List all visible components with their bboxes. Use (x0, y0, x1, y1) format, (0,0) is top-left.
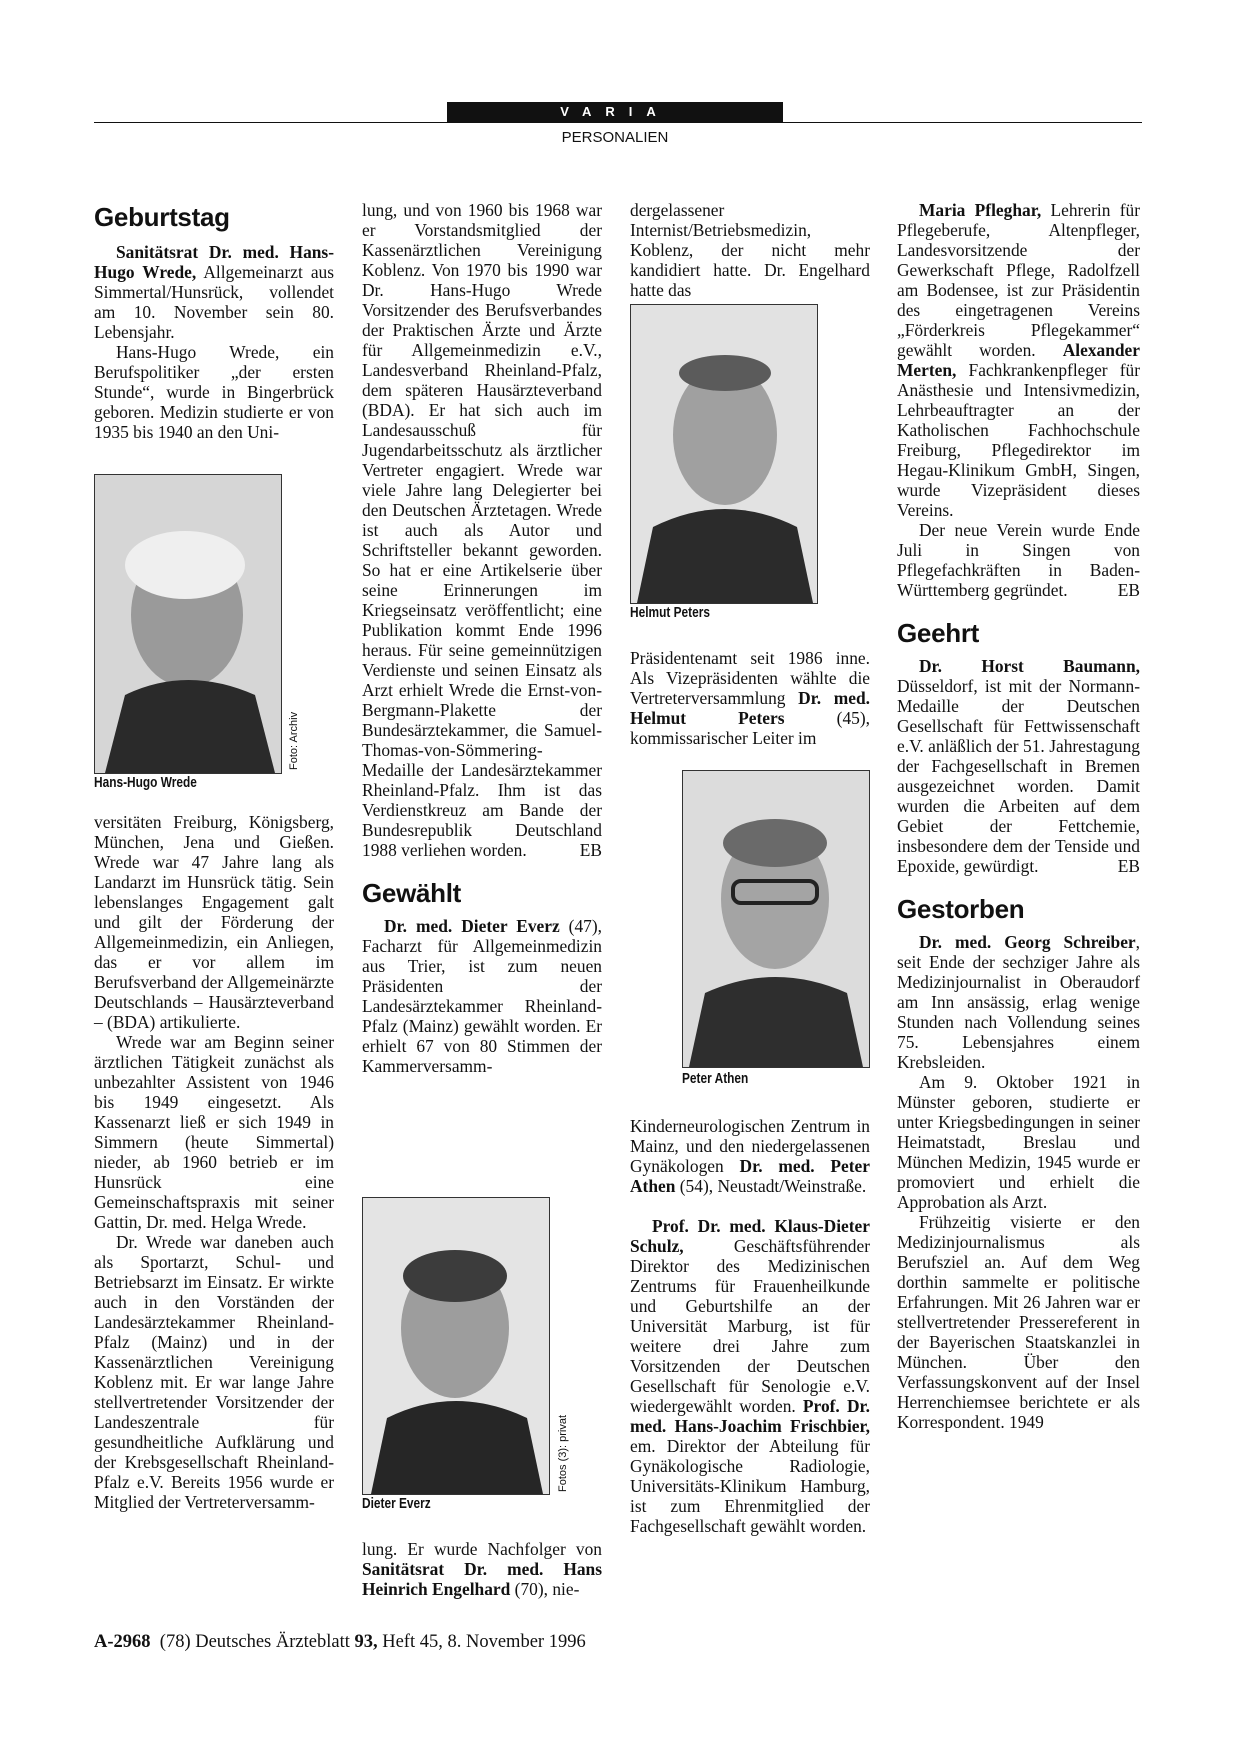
author-sign: EB (579, 840, 602, 860)
text: Fachkrankenpfleger für Anästhesie und Intensivmedizin, Lehrbeauftragter an der Katholischen Fachhochschule Freiburg, Pflegedirektor im Hegau-Klinikum GmbH, Singen, wurde Vizepräsident dieses Vereins. (897, 360, 1140, 520)
heading-geehrt: Geehrt (897, 618, 980, 648)
heading-gewaehlt: Gewählt (362, 878, 462, 908)
volume-number: 93, (354, 1632, 378, 1652)
person-name: Dr. med. Peter Athen (630, 1156, 870, 1196)
photo-credit: Foto: Archiv (288, 711, 300, 770)
portrait-image (95, 475, 281, 773)
photo-caption: Peter Athen (682, 1071, 749, 1087)
person-name: Prof. Dr. med. Klaus-Dieter Schulz, (630, 1216, 870, 1256)
page-footer (94, 1632, 586, 1653)
column-3 (630, 200, 870, 300)
paragraph (630, 1116, 870, 1196)
photo-credit: Fotos (3): privat (557, 1414, 569, 1492)
header-rule (94, 122, 1142, 123)
author-sign: EB (1117, 580, 1140, 600)
text: Geschäftsführender Direktor des Medizinischen Zentrums für Frauenheilkunde und Geburtshilfe an der Universität Marburg, ist für weitere drei Jahre zum Vorsitzenden der Deutschen Gesellschaft für Senologie e.V. wiedergewählt worden. (630, 1236, 870, 1416)
text: Präsidentenamt seit 1986 inne. Als Vizepräsidenten wählte die Vertreterversammlung (630, 648, 870, 708)
person-name: Dr. med. Dieter Everz (384, 916, 560, 936)
person-name: Dr. med. Georg Schreiber (919, 932, 1136, 952)
page-number: A-2968 (94, 1632, 151, 1652)
paragraph (897, 520, 1140, 600)
paragraph (897, 656, 1140, 876)
person-name: Dr. Horst Baumann, (919, 656, 1140, 676)
portrait-image (363, 1198, 549, 1494)
text: (45), kommissarischer Leiter im (630, 708, 871, 748)
paragraph: Hans-Hugo Wrede, ein Berufspolitiker „der ersten Stunde“, wurde in Bingerbrück geboren. Medizin studierte er von 1935 bis 1940 an den Uni- (94, 342, 334, 442)
photo-helmut-peters (630, 304, 818, 604)
paragraph (897, 200, 1140, 520)
text: Düsseldorf, ist mit der Normann-Medaille der Deutschen Gesellschaft für Fettwissenschaft e.V. anläßlich der 51. Jahrestagung der Fachgesellschaft in Bremen ausgezeichnet worden. Damit wurden die Arbeiten auf dem Gebiet der Fettchemie, insbesondere dem der Tenside und Epoxide, gewürdigt. (897, 676, 1140, 876)
paragraph (94, 242, 334, 342)
subsection-label: PERSONALIEN (561, 129, 669, 146)
paragraph: dergelassener Internist/Betriebsmedizin, Koblenz, der nicht mehr kandidiert hatte. Dr. Engelhard hatte das (630, 200, 870, 300)
footer-text: Heft 45, 8. November 1996 (377, 1632, 586, 1652)
portrait-image (631, 305, 817, 603)
paragraph: Am 9. Oktober 1921 in Münster geboren, studierte er unter Kriegsbedingungen in seiner Heimatstadt, Breslau und München Medizin, 1945 wurde er promoviert und erhielt die Approbation als Arzt. (897, 1072, 1140, 1212)
person-name: Prof. Dr. med. Hans-Joachim Frischbier, (630, 1396, 870, 1436)
paragraph (897, 932, 1140, 1072)
footer-text: (78) Deutsches Ärzteblatt (150, 1632, 355, 1652)
photo-hans-hugo-wrede (94, 474, 282, 774)
author-sign: EB (1117, 856, 1140, 876)
paragraph (362, 200, 602, 860)
paragraph: Wrede war am Beginn seiner ärztlichen Tätigkeit zunächst als unbezahlter Assistent von 1946 bis 1949 eingesetzt. Als Kassenarzt ließ er sich 1949 in Simmern (heute Simmertal) nieder, ab 1960 betrieb er im Hunsrück eine Gemeinschaftspraxis mit seiner Gattin, Dr. med. Helga Wrede. (94, 1032, 334, 1232)
person-name: Dr. med. Helmut Peters (630, 688, 870, 728)
text: (54), Neustadt/Weinstraße. (675, 1176, 867, 1196)
paragraph: versitäten Freiburg, Königsberg, München, Jena und Gießen. Wrede war 47 Jahre lang als Landarzt im Hunsrück tätig. Sein lebenslanges Engagement galt und gilt der Förderung der Allgemeinmedizin, ein Anliegen, das er vor allem im Berufsverband der Allgemeinärzte Deutschlands – Hausärzteverband – (BDA) artikulierte. (94, 812, 334, 1032)
photo-peter-athen (682, 770, 870, 1068)
text: , seit Ende der sechziger Jahre als Medizinjournalist in Oberaudorf am Inn ansässig, erlag wenige Stunden nach Vollendung seines 75. Lebensjahres einem Krebsleiden. (897, 932, 1140, 1072)
person-name: Sanitätsrat Dr. med. Hans Heinrich Engelhard (362, 1559, 602, 1599)
column-4 (897, 200, 1140, 1432)
paragraph (362, 1539, 602, 1599)
heading-gestorben: Gestorben (897, 894, 1025, 924)
photo-caption: Hans-Hugo Wrede (94, 775, 197, 791)
paragraph: Frühzeitig visierte er den Medizinjournalismus als Berufsziel an. Auf dem Weg dorthin sammelte er politische Erfahrungen. Mit 26 Jahren war er stellvertretender Pressereferent in der Bayerischen Staatskanzlei in München. Über den Verfassungskonvent auf der Insel Herrenchiemsee berichtete er als Korrespondent. 1949 (897, 1212, 1140, 1432)
paragraph: Dr. Wrede war daneben auch als Sportarzt, Schul- und Betriebsarzt im Einsatz. Er wirkte auch in den Vorständen der Landesärztekammer Rheinland-Pfalz (Mainz) und in der Kassenärztlichen Vereinigung Koblenz mit. Er war lange Jahre stellvertretender Vorsitzender der Landeszentrale für gesundheitliche Aufklärung und der Krebsgesellschaft Rheinland-Pfalz e.V. Bereits 1956 wurde er Mitglied der Vertreterversamm- (94, 1232, 334, 1512)
column-2 (362, 200, 602, 1076)
paragraph (362, 916, 602, 1076)
portrait-image (683, 771, 869, 1067)
text: Lehrerin für Pflegeberufe, Altenpfleger, Landesvorsitzende der Gewerkschaft Pflege, Radolfzell am Bodensee, ist zur Präsidentin des eingetragenen Vereins „Förderkreis Pflegekammer“ gewählt worden. (897, 200, 1140, 360)
text: em. Direktor der Abteilung für Gynäkologische Radiologie, Universitäts-Klinikum Hamburg, ist zum Ehrenmitglied der Fachgesellschaft gewählt worden. (630, 1436, 870, 1536)
section-bar (447, 102, 783, 122)
column-3-end (630, 1116, 870, 1536)
text: Kinderneurologischen Zentrum in Mainz, und den niedergelassenen Gynäkologen (630, 1116, 870, 1176)
section-label: VARIA (560, 104, 670, 119)
column-1 (94, 200, 334, 442)
text: (47), Facharzt für Allgemeinmedizin aus Trier, ist zum neuen Präsidenten der Landesärztekammer Rheinland-Pfalz (Mainz) gewählt worden. Er erhielt 67 von 80 Stimmen der Kammerversamm- (362, 916, 602, 1076)
text: (70), nie- (510, 1579, 580, 1599)
column-1-continued (94, 812, 334, 1512)
text: lung, und von 1960 bis 1968 war er Vorstandsmitglied der Kassenärztlichen Vereinigung Koblenz. Von 1970 bis 1990 war Dr. Hans-Hugo Wrede Vorsitzender des Berufsverbandes der Praktischen Ärzte und Ärzte für Allgemeinmedizin e.V., Landesverband Rheinland-Pfalz, dem späteren Hausärzteverband (BDA). Er hat sich auch im Landesausschuß für Jugendarbeitsschutz als ärztlicher Vertreter engagiert. Wrede war viele Jahre lang Delegierter bei den Deutschen Ärztetagen. Wrede ist auch als Autor und Schriftsteller bekannt geworden. So hat er eine Artikelserie über seine Erinnerungen im Kriegseinsatz veröffentlicht; eine Publikation kommt Ende 1996 heraus. Für seine gemeinnützigen Verdienste und seinen Einsatz als Arzt erhielt Wrede die Ernst-von-Bergmann-Plakette der Bundesärztekammer, die Samuel-Thomas-von-Sömmering-Medaille der Landesärztekammer Rheinland-Pfalz. Ihm ist das Verdienstkreuz am Bande der Bundesrepublik Deutschland 1988 verliehen worden. (362, 200, 602, 860)
paragraph (630, 648, 870, 748)
photo-dieter-everz (362, 1197, 550, 1495)
text: Der neue Verein wurde Ende Juli in Singen von Pflegefachkräften in Baden-Württemberg gegründet. (897, 520, 1140, 600)
column-3-mid (630, 648, 870, 748)
person-name: Alexander Merten, (897, 340, 1140, 380)
heading-geburtstag: Geburtstag (94, 202, 230, 232)
column-2-end (362, 1539, 602, 1599)
paragraph (630, 1216, 870, 1536)
photo-caption: Dieter Everz (362, 1496, 431, 1512)
person-name: Sanitätsrat Dr. med. Hans-Hugo Wrede, (94, 242, 334, 282)
text: Allgemeinarzt aus Simmertal/Hunsrück, vollendet am 10. November sein 80. Lebensjahr. (94, 262, 335, 342)
photo-caption: Helmut Peters (630, 605, 710, 621)
person-name: Maria Pfleghar, (919, 200, 1042, 220)
text: lung. Er wurde Nachfolger von (362, 1539, 602, 1559)
